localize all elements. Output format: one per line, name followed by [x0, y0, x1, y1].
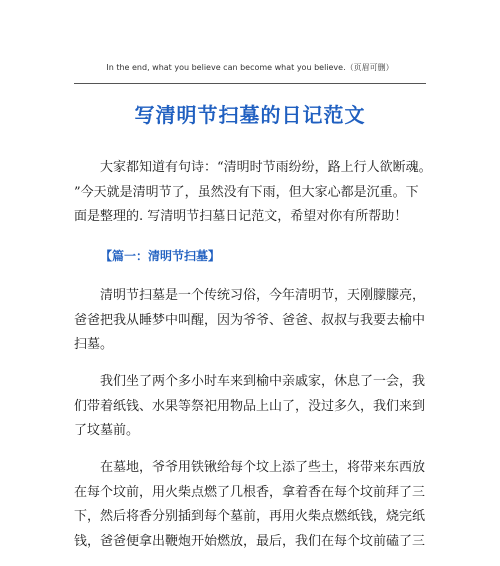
running-header: In the end, what you believe can become what you believe.（页眉可删）	[106, 63, 394, 72]
text-line: 在墓地，爷爷用铁锹给每个坟上添了些土，将带来东西放	[100, 460, 426, 475]
header-divider	[74, 83, 426, 84]
text-line: 爸爸把我从睡梦中叫醒，因为爷爷、爸爸、叔叔与我要去榆中	[74, 312, 426, 328]
paragraph-2	[74, 370, 426, 444]
text-line: 在每个坟前，用火柴点燃了几根香，拿着香在每个坟前拜了三	[74, 484, 426, 500]
text-line: 我们坐了两个多小时车来到榆中亲戚家，休息了一会，我	[100, 374, 426, 389]
text-line: 面是整理的. 写清明节扫墓日记范文，希望对你有所帮助！	[74, 209, 408, 224]
text-line: ”今天就是清明节了，虽然没有下雨，但大家心都是沉重。下	[74, 184, 419, 200]
text-line: 下，然后将香分别插到每个墓前，再用火柴点燃纸钱，烧完纸	[74, 509, 426, 524]
paragraph-1	[74, 284, 426, 358]
text-line: 们带着纸钱、水果等祭祀用物品上山了，没过多久，我们来到	[74, 398, 426, 414]
text-line: 钱，爸爸便拿出鞭炮开始燃放，最后，我们在每个坟前磕了三	[74, 533, 426, 549]
text-line: 了坟墓前。	[74, 423, 140, 438]
section-heading: 【篇一：清明节扫墓】	[100, 249, 221, 263]
document-title: 写清明节扫墓的日记范文	[134, 103, 366, 127]
text-line: 大家都知道有句诗：“清明时节雨纷纷，路上行人欲断魂。	[100, 160, 432, 175]
paragraph-3	[74, 456, 426, 554]
text-line: 清明节扫墓是一个传统习俗，今年清明节，天刚朦朦亮，	[100, 288, 426, 303]
intro-paragraph	[74, 156, 432, 230]
text-line: 扫墓。	[74, 337, 114, 352]
